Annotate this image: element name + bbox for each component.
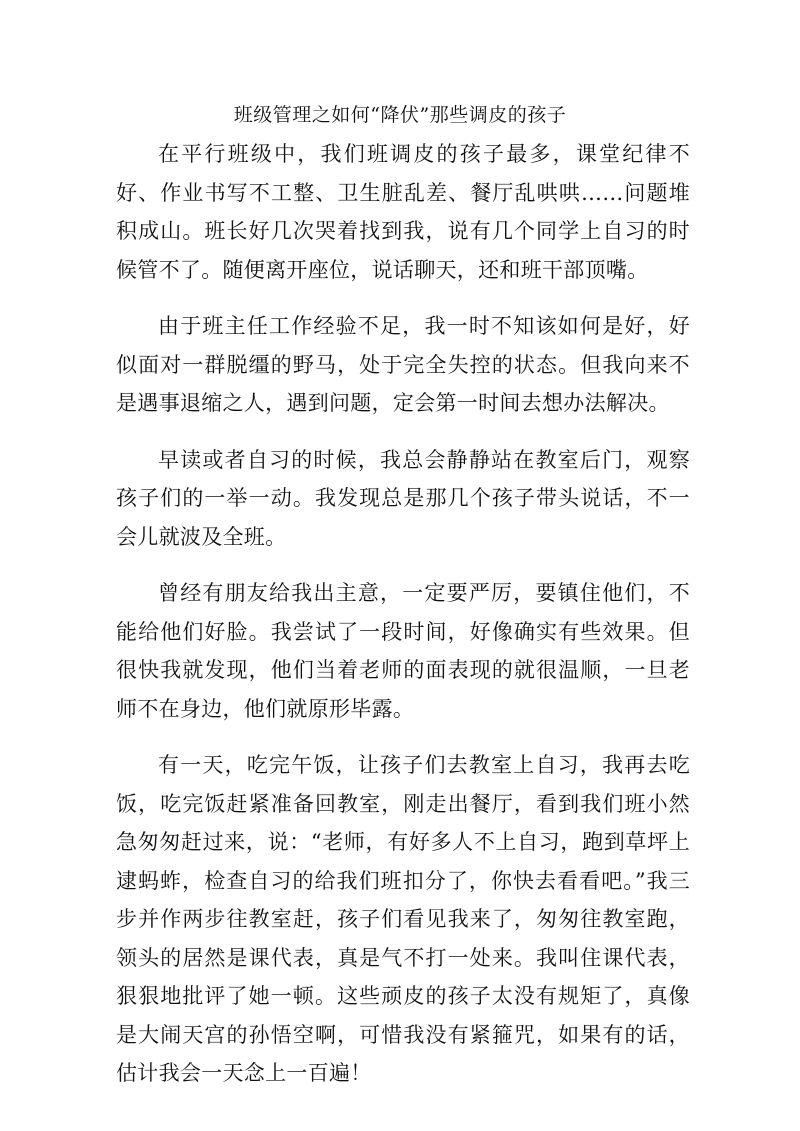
paragraph-1: 在平行班级中，我们班调皮的孩子最多，课堂纪律不好、作业书写不工整、卫生脏乱差、餐厅乱哄哄……问题堆积成山。班长好几次哭着找到我，说有几个同学上自习的时候管不了。随便离开座位，说话聊天，还和班干部顶嘴。 [116, 142, 690, 282]
paragraph-2: 由于班主任工作经验不足，我一时不知该如何是好，好似面对一群脱缰的野马，处于完全失控的状态。但我向来不是遇事退缩之人，遇到问题，定会第一时间去想办法解决。 [116, 314, 690, 415]
paragraph-3: 早读或者自习的时候，我总会静静站在教室后门，观察孩子们的一举一动。我发现总是那几个孩子带头说话，不一会儿就波及全班。 [116, 447, 690, 549]
paragraph-4: 曾经有朋友给我出主意，一定要严厉，要镇住他们，不能给他们好脸。我尝试了一段时间，好像确实有些效果。但很快我就发现，他们当着老师的面表现的就很温顺，一旦老师不在身边，他们就原形毕露。 [116, 581, 690, 721]
paragraph-5: 有一天，吃完午饭，让孩子们去教室上自习，我再去吃饭，吃完饭赶紧准备回教室，刚走出餐厅，看到我们班小然急匆匆赶过来，说：“老师，有好多人不上自习，跑到草坪上逮蚂蚱，检查自习的给我们班扣分了，你快去看看吧。”我三步并作两步往教室赶，孩子们看见我来了，匆匆往教室跑，领头的居然是课代表，真是气不打一处来。我叫住课代表，狠狠地批评了她一顿。这些顽皮的孩子太没有规矩了，真像是大闹天宫的孙悟空啊，可惜我没有紧箍咒，如果有的话，估计我会一天念上一百遍！ [116, 753, 690, 1085]
document-title: 班级管理之如何“降伏”那些调皮的孩子 [233, 104, 567, 126]
document-body [116, 135, 690, 1111]
